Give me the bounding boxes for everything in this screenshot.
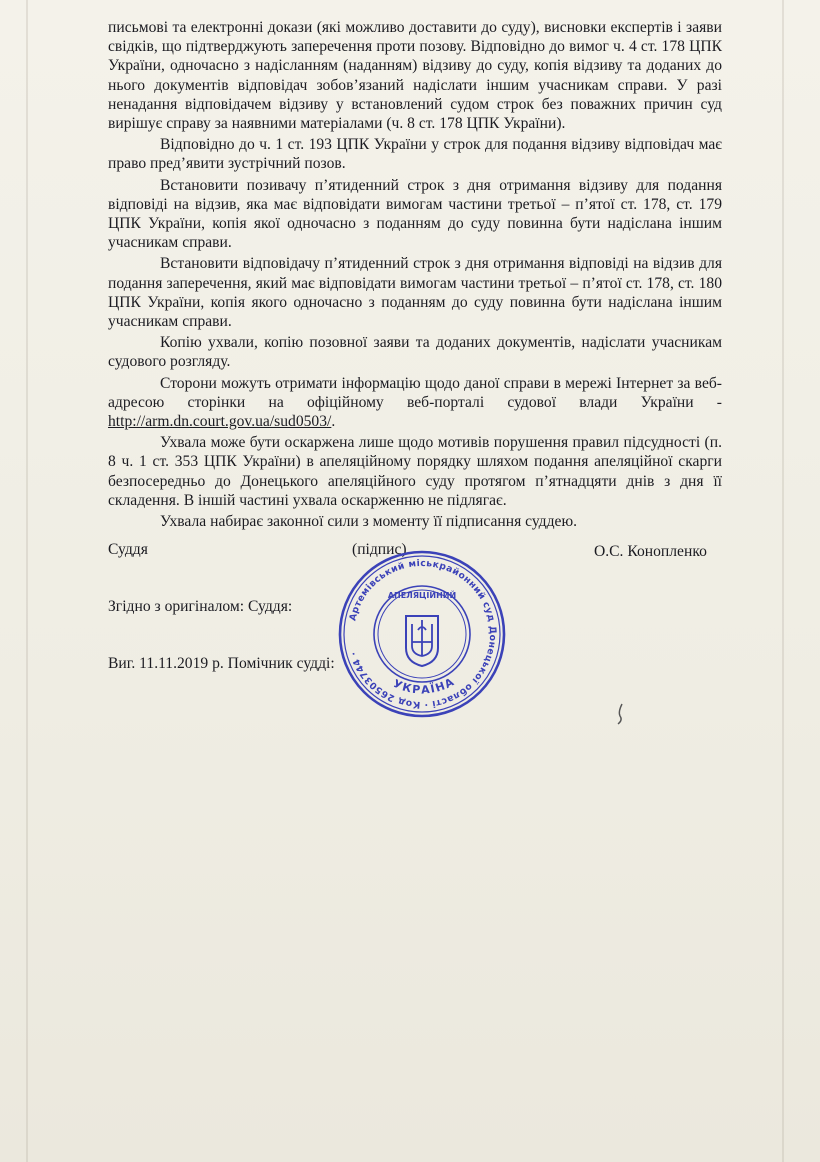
page-fold-line	[782, 0, 784, 1162]
court-stamp-seal	[336, 548, 508, 720]
copy-certification: Згідно з оригіналом: Суддя:	[108, 598, 293, 615]
paragraph-online-info	[108, 374, 722, 432]
svg-text:АПЕЛЯЦІЙНИЙ: АПЕЛЯЦІЙНИЙ	[387, 591, 457, 600]
paragraph-counterclaim: Відповідно до ч. 1 ст. 193 ЦПК України у строк для подання відзиву відповідач має право пред’явити зустрічний позов.	[108, 136, 722, 173]
svg-text:УКРАЇНА: УКРАЇНА	[391, 674, 458, 697]
paragraph-response-evidence: письмові та електронні докази (які можливо доставити до суду), висновки експертів і заяви свідків, що підтверджують заперечення проти позову. Відповідно до вимог ч. 4 ст. 178 ЦПК України, одночасно з надісланням (наданням) відзиву до суду, копія відзиву та доданих до нього документів відповідач зобов’язаний надіслати іншим учасникам справи. У разі ненадання відповідачем відзиву у встановлений судом строк без поважних причин суд вирішує справу за наявними матеріалами (ч. 8 ст. 178 ЦПК України).	[108, 19, 722, 133]
judge-name: О.С. Конопленко	[594, 543, 707, 560]
document-body	[108, 18, 722, 533]
paragraph-defendant-deadline: Встановити відповідачу п’ятиденний строк з дня отримання відповіді на відзив для подання заперечення, який має відповідати вимогам частини третьої – п’ятої ст. 178, ст. 180 ЦПК України, копія якого одночасно з поданням до суду повинна бути надіслана іншим учасникам справи.	[108, 255, 722, 331]
pen-mark-icon	[612, 702, 632, 726]
trident-emblem-icon	[406, 616, 438, 666]
paragraph-effective: Ухвала набирає законної сили з моменту її підписання суддею.	[160, 513, 578, 531]
paragraph-send-copies: Копію ухвали, копію позовної заяви та доданих документів, надіслати учасникам судового розгляду.	[108, 334, 722, 371]
svg-text:Артемівський міськрайонний суд: Артемівський міськрайонний суд Донецької області · Код 26503744 ·	[347, 557, 499, 711]
paragraph-appeal: Ухвала може бути оскаржена лише щодо мотивів порушення правил підсудності (п. 8 ч. 1 ст. 353 ЦПК України) в апеляційному порядку шляхом подання апеляційної скарги безпосередньо до Донецького апеляційного суду протягом п’ятнадцяти днів з дня її складення. В іншій частині ухвала оскарженню не підлягає.	[108, 434, 722, 509]
paragraph-plaintiff-deadline: Встановити позивачу п’ятиденний строк з дня отримання відзиву для подання відповіді на відзив, яка має відповідати вимогам частини третьої – п’ятої ст. 178, ст. 179 ЦПК України, копія якої одночасно з поданням до суду повинна бути надіслана іншим учасникам справи.	[108, 176, 722, 252]
page-fold-line	[26, 0, 28, 1162]
online-info-end: .	[331, 413, 336, 431]
court-website-link[interactable]: http://arm.dn.court.gov.ua/sud0503/	[108, 413, 332, 431]
issued-note: Виг. 11.11.2019 р. Помічник судді:	[108, 655, 335, 672]
signature-label: (підпис)	[352, 541, 407, 558]
judge-label: Суддя	[108, 541, 148, 558]
online-info-text: Сторони можуть отримати інформацію щодо даної справи в мережі Інтернет за веб-адресою сторінки на офіційному веб-порталі судової влади України -	[108, 374, 722, 411]
